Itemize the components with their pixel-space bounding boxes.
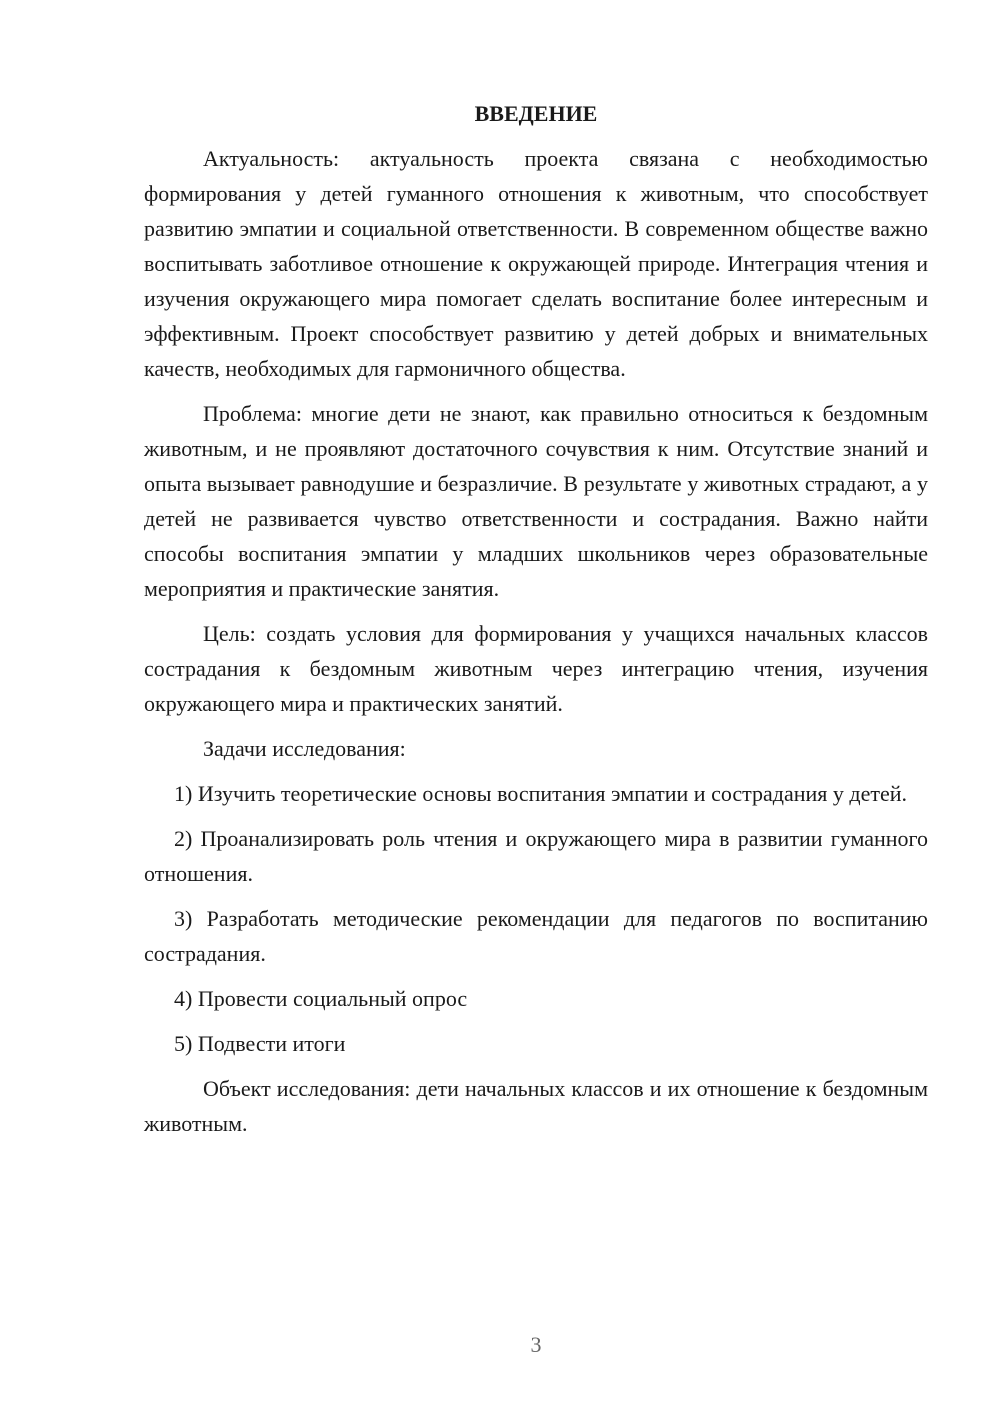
task-item-4: 4) Провести социальный опрос [174, 986, 468, 1011]
page-number: 3 [530, 1332, 542, 1357]
tasks-title: Задачи исследования: [203, 736, 406, 761]
relevance-paragraph: Актуальность: актуальность проекта связана с необходимостью формирования у детей гуманного отношения к животным, что способствует развитию эмпатии и социальной ответственности. В современном обществе важно воспитывать заботливое отношение к окружающей природе. Интеграция чтения и изучения окружающего мира помогает сделать воспитание более интересным и эффективным. Проект способствует развитию у детей добрых и внимательных качеств, необходимых для гармоничного общества. [144, 146, 928, 381]
page-content [144, 96, 928, 1151]
object-paragraph: Объект исследования: дети начальных классов и их отношение к бездомным животным. [144, 1076, 928, 1136]
problem-paragraph: Проблема: многие дети не знают, как правильно относиться к бездомным животным, и не проявляют достаточного сочувствия к ним. Отсутствие знаний и опыта вызывает равнодушие и безразличие. В результате у животных страдают, а у детей не развивается чувство ответственности и сострадания. Важно найти способы воспитания эмпатии у младших школьников через образовательные мероприятия и практические занятия. [144, 401, 928, 601]
section-heading: ВВЕДЕНИЕ [474, 101, 598, 126]
task-item-5: 5) Подвести итоги [174, 1031, 346, 1056]
goal-paragraph: Цель: создать условия для формирования у учащихся начальных классов сострадания к бездомным животным через интеграцию чтения, изучения окружающего мира и практических занятий. [144, 621, 928, 716]
task-item-2: 2) Проанализировать роль чтения и окружающего мира в развитии гуманного отношения. [144, 826, 928, 886]
task-item-1: 1) Изучить теоретические основы воспитания эмпатии и сострадания у детей. [174, 781, 908, 806]
task-item-3: 3) Разработать методические рекомендации для педагогов по воспитанию сострадания. [144, 906, 928, 966]
